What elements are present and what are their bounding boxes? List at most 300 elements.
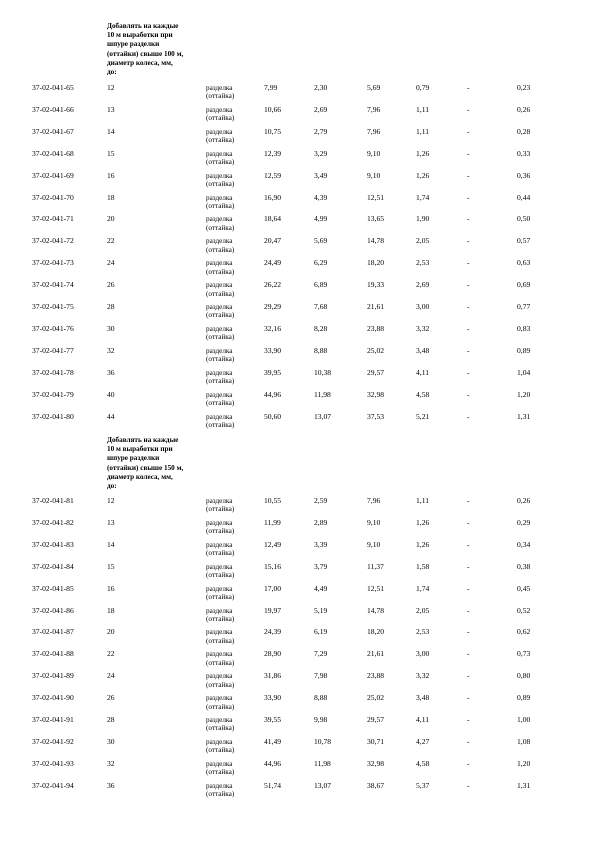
row-unit: разделка (оттайка) — [206, 368, 235, 386]
section-header: Добавлять на каждые 10 м выработки при шпуре разделки (оттайки) свыше 150 м, диаметр колеса, мм, до: — [107, 436, 184, 491]
row-value-2: 9,98 — [314, 715, 328, 724]
row-value-5: - — [467, 561, 470, 571]
table-row — [0, 391, 595, 411]
row-value-5: - — [467, 496, 470, 505]
row-value-6: 0,62 — [517, 627, 531, 637]
row-value-5: - — [467, 758, 470, 768]
table-row — [0, 672, 595, 692]
row-value-1: 51,74 — [264, 780, 282, 790]
table-row — [0, 738, 595, 758]
row-value-6: 0,38 — [517, 561, 531, 571]
row-value-3: 23,88 — [367, 323, 385, 333]
row-value-2: 4,49 — [314, 583, 328, 593]
row-diameter: 20 — [107, 214, 115, 224]
row-value-1: 50,60 — [264, 411, 282, 421]
row-value-3: 7,96 — [367, 126, 381, 136]
row-value-5: - — [467, 170, 470, 180]
row-value-2: 3,49 — [314, 170, 328, 180]
row-value-2: 11,98 — [314, 389, 331, 399]
row-value-2: 8,88 — [314, 693, 328, 703]
row-value-3: 11,37 — [367, 561, 384, 571]
row-value-6: 0,52 — [517, 605, 531, 615]
row-value-1: 41,49 — [264, 736, 282, 746]
row-diameter: 26 — [107, 693, 115, 703]
table-row — [0, 694, 595, 714]
row-value-3: 7,96 — [367, 496, 381, 505]
row-diameter: 22 — [107, 649, 115, 659]
row-value-5: - — [467, 736, 470, 746]
row-diameter: 24 — [107, 258, 115, 268]
row-value-4: 1,26 — [416, 517, 430, 527]
row-value-6: 0,63 — [517, 258, 531, 268]
row-value-1: 18,64 — [264, 214, 282, 224]
row-value-2: 7,98 — [314, 671, 328, 681]
row-value-1: 10,55 — [264, 496, 282, 505]
table-row — [0, 497, 595, 517]
row-code: 37-02-041-71 — [32, 214, 74, 224]
row-value-5: - — [467, 627, 470, 637]
row-unit: разделка (оттайка) — [206, 149, 235, 167]
table-row — [0, 585, 595, 605]
row-value-1: 24,49 — [264, 258, 282, 268]
row-diameter: 12 — [107, 83, 115, 92]
row-value-5: - — [467, 780, 470, 790]
row-value-3: 9,10 — [367, 539, 381, 549]
row-value-1: 39,95 — [264, 367, 282, 377]
row-diameter: 14 — [107, 539, 115, 549]
row-value-4: 3,48 — [416, 693, 430, 703]
row-value-6: 1,08 — [517, 736, 531, 746]
row-diameter: 15 — [107, 148, 115, 158]
row-diameter: 12 — [107, 496, 115, 505]
row-value-4: 1,90 — [416, 214, 430, 224]
row-value-3: 12,51 — [367, 192, 385, 202]
row-diameter: 15 — [107, 561, 115, 571]
row-diameter: 28 — [107, 302, 115, 311]
table-row — [0, 259, 595, 279]
row-unit: разделка (оттайка) — [206, 540, 235, 558]
row-value-6: 0,44 — [517, 192, 531, 202]
row-value-5: - — [467, 236, 470, 246]
row-code: 37-02-041-67 — [32, 126, 74, 136]
row-value-1: 20,47 — [264, 236, 282, 246]
row-code: 37-02-041-68 — [32, 148, 74, 158]
row-value-6: 0,29 — [517, 517, 531, 527]
row-value-4: 2,53 — [416, 258, 430, 268]
row-value-4: 1,58 — [416, 561, 430, 571]
row-value-5: - — [467, 411, 470, 421]
row-value-5: - — [467, 148, 470, 158]
row-code: 37-02-041-82 — [32, 517, 74, 527]
row-value-6: 0,50 — [517, 214, 531, 224]
row-value-2: 4,39 — [314, 192, 328, 202]
row-value-1: 12,59 — [264, 170, 282, 180]
row-code: 37-02-041-73 — [32, 258, 74, 268]
table-row — [0, 150, 595, 170]
row-value-1: 15,16 — [264, 561, 282, 571]
row-diameter: 44 — [107, 411, 115, 421]
row-value-1: 31,86 — [264, 671, 282, 681]
row-unit: разделка (оттайка) — [206, 346, 235, 364]
row-value-1: 39,55 — [264, 715, 282, 724]
row-diameter: 20 — [107, 627, 115, 637]
row-diameter: 13 — [107, 517, 115, 527]
row-value-5: - — [467, 280, 470, 290]
row-value-1: 26,22 — [264, 280, 282, 290]
row-diameter: 40 — [107, 389, 115, 399]
row-value-3: 13,65 — [367, 214, 385, 224]
row-value-4: 3,00 — [416, 302, 430, 311]
row-diameter: 14 — [107, 126, 115, 136]
row-unit: разделка (оттайка) — [206, 650, 235, 667]
row-diameter: 16 — [107, 170, 115, 180]
row-unit: разделка (оттайка) — [206, 737, 235, 755]
row-diameter: 16 — [107, 583, 115, 593]
row-value-1: 33,90 — [264, 693, 282, 703]
row-value-5: - — [467, 345, 470, 355]
row-value-4: 3,32 — [416, 671, 430, 681]
row-value-1: 7,99 — [264, 83, 278, 92]
row-value-1: 29,29 — [264, 302, 282, 311]
row-value-6: 0,23 — [517, 83, 531, 92]
row-value-5: - — [467, 583, 470, 593]
row-value-6: 0,26 — [517, 104, 531, 114]
row-value-2: 6,89 — [314, 280, 328, 290]
row-value-6: 0,89 — [517, 693, 531, 703]
row-value-6: 0,83 — [517, 323, 531, 333]
table-row — [0, 782, 595, 802]
row-value-6: 0,69 — [517, 280, 531, 290]
row-diameter: 24 — [107, 671, 115, 681]
table-row — [0, 281, 595, 301]
row-value-4: 4,58 — [416, 389, 430, 399]
row-value-3: 18,20 — [367, 627, 385, 637]
table-row — [0, 194, 595, 214]
row-value-6: 1,04 — [517, 367, 531, 377]
row-value-6: 0,77 — [517, 302, 531, 311]
row-diameter: 30 — [107, 736, 115, 746]
row-value-2: 5,69 — [314, 236, 328, 246]
row-value-3: 30,71 — [367, 736, 385, 746]
row-unit: разделка (оттайка) — [206, 781, 235, 799]
row-value-4: 1,11 — [416, 496, 430, 505]
row-diameter: 18 — [107, 605, 115, 615]
table-row — [0, 215, 595, 235]
row-value-5: - — [467, 605, 470, 615]
row-value-3: 32,98 — [367, 758, 385, 768]
row-value-5: - — [467, 671, 470, 681]
table-row — [0, 128, 595, 148]
row-code: 37-02-041-92 — [32, 736, 74, 746]
row-value-2: 2,30 — [314, 83, 328, 92]
table-row — [0, 84, 595, 104]
row-value-3: 14,78 — [367, 605, 385, 615]
row-value-4: 5,37 — [416, 780, 430, 790]
row-value-1: 19,97 — [264, 605, 282, 615]
row-unit: разделка (оттайка) — [206, 562, 235, 580]
row-value-6: 1,31 — [517, 411, 531, 421]
row-value-6: 0,33 — [517, 148, 531, 158]
row-value-3: 29,57 — [367, 367, 385, 377]
row-value-3: 38,67 — [367, 780, 385, 790]
row-value-1: 44,96 — [264, 389, 282, 399]
row-unit: разделка (оттайка) — [206, 672, 235, 689]
row-value-2: 2,89 — [314, 517, 328, 527]
row-code: 37-02-041-94 — [32, 780, 74, 790]
row-diameter: 13 — [107, 104, 115, 114]
row-value-3: 37,53 — [367, 411, 385, 421]
row-value-4: 0,79 — [416, 83, 430, 92]
table-row — [0, 760, 595, 780]
row-code: 37-02-041-79 — [32, 389, 74, 399]
table-row — [0, 519, 595, 539]
row-value-2: 13,07 — [314, 780, 332, 790]
row-value-4: 1,26 — [416, 539, 430, 549]
row-diameter: 22 — [107, 236, 115, 246]
row-value-6: 1,31 — [517, 780, 531, 790]
row-unit: разделка (оттайка) — [206, 259, 235, 276]
row-value-1: 32,16 — [264, 323, 282, 333]
table-row — [0, 628, 595, 648]
table-row — [0, 106, 595, 126]
row-value-6: 0,80 — [517, 671, 531, 681]
row-value-2: 2,69 — [314, 104, 328, 114]
row-unit: разделка (оттайка) — [206, 497, 235, 514]
row-code: 37-02-041-84 — [32, 561, 74, 571]
row-code: 37-02-041-77 — [32, 345, 74, 355]
row-value-4: 2,05 — [416, 236, 430, 246]
row-code: 37-02-041-70 — [32, 192, 74, 202]
table-row — [0, 413, 595, 433]
table-row — [0, 325, 595, 345]
row-value-4: 4,27 — [416, 736, 430, 746]
row-value-1: 12,39 — [264, 148, 282, 158]
row-value-4: 1,26 — [416, 170, 430, 180]
row-value-2: 2,59 — [314, 496, 328, 505]
row-code: 37-02-041-81 — [32, 496, 74, 505]
row-code: 37-02-041-78 — [32, 367, 74, 377]
row-value-1: 33,90 — [264, 345, 282, 355]
row-value-2: 10,38 — [314, 367, 332, 377]
row-unit: разделка (оттайка) — [206, 518, 235, 536]
row-value-1: 16,90 — [264, 192, 282, 202]
row-value-2: 3,29 — [314, 148, 328, 158]
row-unit: разделка (оттайка) — [206, 412, 235, 429]
row-value-5: - — [467, 323, 470, 333]
row-value-3: 18,20 — [367, 258, 385, 268]
row-unit: разделка (оттайка) — [206, 281, 235, 298]
row-diameter: 32 — [107, 758, 115, 768]
row-code: 37-02-041-93 — [32, 758, 74, 768]
row-value-3: 9,10 — [367, 148, 381, 158]
row-value-5: - — [467, 214, 470, 224]
row-value-6: 0,45 — [517, 583, 531, 593]
row-value-2: 6,29 — [314, 258, 328, 268]
row-value-1: 17,00 — [264, 583, 282, 593]
row-value-4: 1,74 — [416, 583, 430, 593]
row-code: 37-02-041-91 — [32, 715, 74, 724]
row-value-1: 10,66 — [264, 104, 282, 114]
row-value-6: 1,20 — [517, 758, 531, 768]
row-value-2: 5,19 — [314, 605, 328, 615]
row-value-3: 25,02 — [367, 345, 385, 355]
row-value-6: 1,20 — [517, 389, 531, 399]
row-value-5: - — [467, 126, 470, 136]
row-value-3: 19,33 — [367, 280, 385, 290]
row-value-2: 11,98 — [314, 758, 331, 768]
row-code: 37-02-041-72 — [32, 236, 74, 246]
row-value-6: 1,00 — [517, 715, 531, 724]
row-value-3: 21,61 — [367, 649, 385, 659]
row-value-2: 6,19 — [314, 627, 328, 637]
row-value-4: 5,21 — [416, 411, 430, 421]
row-code: 37-02-041-90 — [32, 693, 74, 703]
row-value-2: 7,29 — [314, 649, 328, 659]
row-unit: разделка (оттайка) — [206, 716, 235, 733]
row-value-4: 1,26 — [416, 148, 430, 158]
table-row — [0, 607, 595, 627]
row-code: 37-02-041-80 — [32, 411, 74, 421]
row-value-5: - — [467, 258, 470, 268]
row-value-5: - — [467, 192, 470, 202]
table-row — [0, 369, 595, 389]
table-row — [0, 303, 595, 323]
section-header: Добавлять на каждые 10 м выработки при шпуре разделки (оттайки) свыше 100 м, диаметр колеса, мм, до: — [107, 22, 184, 77]
row-unit: разделка (оттайка) — [206, 390, 235, 407]
row-unit: разделка (оттайка) — [206, 759, 235, 777]
row-unit: разделка (оттайка) — [206, 84, 235, 101]
table-row — [0, 563, 595, 583]
row-value-6: 0,36 — [517, 170, 531, 180]
row-unit: разделка (оттайка) — [206, 215, 235, 232]
row-value-3: 14,78 — [367, 236, 385, 246]
row-value-1: 10,75 — [264, 126, 282, 136]
row-code: 37-02-041-76 — [32, 323, 74, 333]
row-value-2: 10,78 — [314, 736, 332, 746]
row-value-4: 4,58 — [416, 758, 430, 768]
row-value-3: 25,02 — [367, 693, 385, 703]
row-diameter: 36 — [107, 367, 115, 377]
row-unit: разделка (оттайка) — [206, 193, 235, 210]
row-code: 37-02-041-85 — [32, 583, 74, 593]
row-value-3: 23,88 — [367, 671, 385, 681]
row-value-4: 4,11 — [416, 715, 430, 724]
row-value-4: 4,11 — [416, 367, 430, 377]
row-diameter: 32 — [107, 345, 115, 355]
row-code: 37-02-041-75 — [32, 302, 74, 311]
row-value-5: - — [467, 693, 470, 703]
row-value-2: 3,79 — [314, 561, 328, 571]
row-unit: разделка (оттайка) — [206, 127, 235, 145]
row-value-1: 44,96 — [264, 758, 282, 768]
row-value-4: 2,69 — [416, 280, 430, 290]
row-value-3: 7,96 — [367, 104, 381, 114]
row-code: 37-02-041-69 — [32, 170, 74, 180]
row-value-2: 4,99 — [314, 214, 328, 224]
row-value-4: 3,32 — [416, 323, 430, 333]
row-unit: разделка (оттайка) — [206, 237, 235, 254]
row-code: 37-02-041-83 — [32, 539, 74, 549]
row-code: 37-02-041-87 — [32, 627, 74, 637]
row-value-4: 1,74 — [416, 192, 430, 202]
row-diameter: 36 — [107, 780, 115, 790]
row-value-4: 1,11 — [416, 104, 430, 114]
row-value-6: 0,73 — [517, 649, 531, 659]
row-value-1: 24,39 — [264, 627, 282, 637]
row-value-2: 8,88 — [314, 345, 328, 355]
table-row — [0, 541, 595, 561]
row-value-2: 3,39 — [314, 539, 328, 549]
row-unit: разделка (оттайка) — [206, 324, 235, 342]
row-value-5: - — [467, 302, 470, 311]
row-diameter: 18 — [107, 192, 115, 202]
row-value-5: - — [467, 389, 470, 399]
row-value-3: 9,10 — [367, 170, 381, 180]
row-value-4: 2,53 — [416, 627, 430, 637]
row-value-3: 12,51 — [367, 583, 385, 593]
row-value-6: 0,28 — [517, 126, 531, 136]
row-value-2: 2,79 — [314, 126, 328, 136]
row-unit: разделка (оттайка) — [206, 606, 235, 623]
row-value-3: 32,98 — [367, 389, 385, 399]
table-row — [0, 650, 595, 670]
row-code: 37-02-041-65 — [32, 83, 74, 92]
row-value-6: 0,34 — [517, 539, 531, 549]
row-value-1: 11,99 — [264, 517, 281, 527]
row-value-6: 0,57 — [517, 236, 531, 246]
table-row — [0, 237, 595, 257]
row-value-3: 29,57 — [367, 715, 385, 724]
row-code: 37-02-041-74 — [32, 280, 74, 290]
row-value-5: - — [467, 649, 470, 659]
row-value-3: 21,61 — [367, 302, 385, 311]
table-row — [0, 716, 595, 736]
row-value-5: - — [467, 715, 470, 724]
row-unit: разделка (оттайка) — [206, 303, 235, 320]
row-value-5: - — [467, 517, 470, 527]
row-value-3: 9,10 — [367, 517, 381, 527]
table-row — [0, 347, 595, 367]
row-value-1: 12,49 — [264, 539, 282, 549]
row-value-5: - — [467, 539, 470, 549]
row-value-4: 1,11 — [416, 126, 430, 136]
row-value-6: 0,26 — [517, 496, 531, 505]
row-unit: разделка (оттайка) — [206, 694, 235, 711]
row-value-5: - — [467, 367, 470, 377]
row-value-2: 13,07 — [314, 411, 332, 421]
table-row — [0, 172, 595, 192]
row-unit: разделка (оттайка) — [206, 584, 235, 601]
row-value-5: - — [467, 83, 470, 92]
row-diameter: 26 — [107, 280, 115, 290]
row-value-1: 28,90 — [264, 649, 282, 659]
row-code: 37-02-041-66 — [32, 104, 74, 114]
row-value-5: - — [467, 104, 470, 114]
row-value-3: 5,69 — [367, 83, 381, 92]
row-value-2: 7,68 — [314, 302, 328, 311]
row-value-2: 8,28 — [314, 323, 328, 333]
row-diameter: 28 — [107, 715, 115, 724]
row-value-6: 0,89 — [517, 345, 531, 355]
row-unit: разделка (оттайка) — [206, 171, 235, 188]
row-value-4: 3,48 — [416, 345, 430, 355]
row-code: 37-02-041-88 — [32, 649, 74, 659]
row-code: 37-02-041-89 — [32, 671, 74, 681]
row-code: 37-02-041-86 — [32, 605, 74, 615]
row-value-4: 3,00 — [416, 649, 430, 659]
row-unit: разделка (оттайка) — [206, 105, 235, 123]
row-diameter: 30 — [107, 323, 115, 333]
